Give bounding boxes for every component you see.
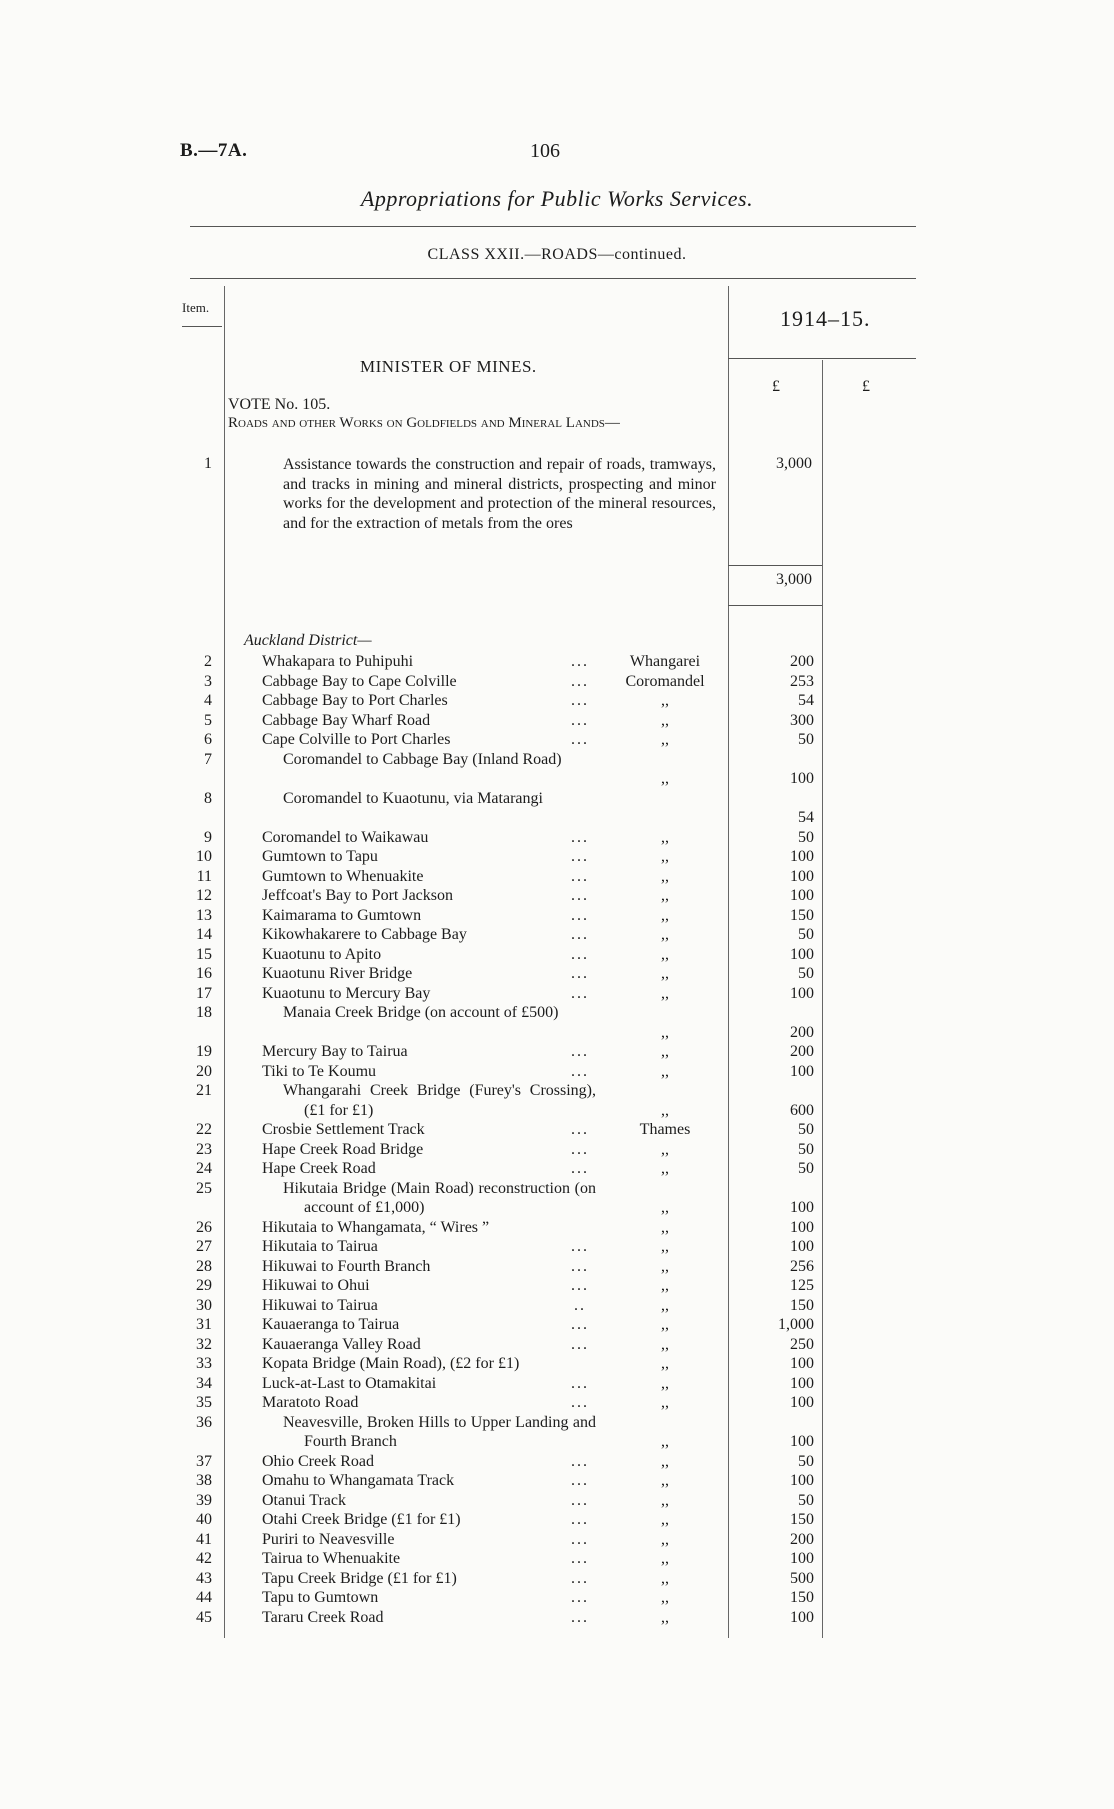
- leader-dots: ...: [571, 1550, 589, 1567]
- item-description: Hikutaia to Tairua: [262, 1238, 378, 1255]
- leader-dots: ...: [571, 1238, 589, 1255]
- item-number: 20: [196, 1062, 212, 1080]
- title-rule: [190, 226, 916, 227]
- leader-dots: ...: [571, 1608, 589, 1626]
- district-location: ,,: [661, 1140, 669, 1158]
- item-number: 27: [196, 1238, 212, 1255]
- page-number: 106: [530, 140, 560, 162]
- amount-value: 50: [798, 1452, 814, 1470]
- item-1-text: Assistance towards the construction and repair of roads, tramways, and tracks in mining and mineral districts, prospecting and minor works for the development and protection of the mineral resources, and for the extraction of metals from the ores: [283, 456, 716, 532]
- item-number: 26: [196, 1218, 212, 1236]
- amount-value: 150: [790, 1589, 814, 1606]
- leader-dots: ...: [571, 945, 589, 963]
- district-location: ,,: [661, 984, 669, 1002]
- district-location: ,,: [661, 1608, 669, 1626]
- leader-dots: ...: [571, 1043, 589, 1060]
- item-number: 40: [196, 1511, 212, 1528]
- district-location: ,,: [661, 1277, 669, 1294]
- item-description: Kuaotunu River Bridge: [262, 965, 413, 982]
- district-location: ,,: [661, 945, 669, 963]
- item-number: 32: [196, 1335, 212, 1353]
- item-description: Coromandel to Kuaotunu, via Matarangi: [283, 789, 543, 807]
- district-location: ,,: [661, 1491, 669, 1509]
- amount-value: 253: [790, 672, 814, 690]
- amount-value: 100: [790, 770, 814, 787]
- item-number: 4: [204, 692, 212, 709]
- amount-value: 200: [790, 1043, 814, 1060]
- amount-value: 100: [790, 1355, 814, 1372]
- amount-value: 100: [790, 1062, 814, 1080]
- amount-value: 50: [798, 1491, 814, 1509]
- leader-dots: ...: [571, 1257, 589, 1275]
- item-number: 36: [196, 1413, 212, 1431]
- vote-number: VOTE No. 105.: [228, 396, 331, 413]
- district-heading: Auckland District—: [244, 632, 372, 649]
- item-description: Coromandel to Cabbage Bay (Inland Road): [283, 750, 562, 768]
- leader-dots: ...: [571, 672, 589, 690]
- item-description: Whangarahi Creek Bridge (Furey's Crossing), (£1 for £1): [283, 1082, 596, 1119]
- item-column-label: Item.: [182, 300, 210, 315]
- amount-value: 54: [798, 692, 814, 709]
- item-number: 33: [196, 1355, 212, 1372]
- item-number: 41: [196, 1530, 212, 1548]
- leader-dots: ...: [571, 965, 589, 982]
- leader-dots: ...: [571, 984, 589, 1002]
- district-location: ,,: [661, 1218, 669, 1236]
- district-location: ,,: [661, 1160, 669, 1177]
- pound-sign-amount: £: [772, 378, 780, 395]
- item-description: Kauaeranga to Tairua: [262, 1316, 400, 1333]
- item-number: 24: [196, 1160, 212, 1177]
- amount-value: 300: [790, 711, 814, 729]
- item-number: 22: [196, 1121, 212, 1138]
- item-description: Hikutaia Bridge (Main Road) reconstruction (on account of £1,000): [283, 1179, 596, 1216]
- item-number: 6: [204, 731, 212, 748]
- item-description: Gumtown to Tapu: [262, 848, 378, 865]
- amount-value: 200: [790, 1023, 814, 1041]
- amount-value: 150: [790, 1296, 814, 1314]
- item-description: Otahi Creek Bridge (£1 for £1): [262, 1511, 461, 1528]
- item-description: Jeffcoat's Bay to Port Jackson: [262, 887, 453, 904]
- leader-dots: ...: [571, 1452, 589, 1470]
- item-description: Cabbage Bay to Port Charles: [262, 692, 448, 709]
- item-number: 16: [196, 965, 212, 982]
- amount-value: 100: [790, 945, 814, 963]
- amount-value: 100: [790, 1374, 814, 1392]
- amount-value: 150: [790, 906, 814, 924]
- item-description: Ohio Creek Road: [262, 1452, 374, 1470]
- item-description: Maratoto Road: [262, 1394, 359, 1411]
- leader-dots: ...: [571, 867, 589, 885]
- amount-value: 100: [790, 1608, 814, 1626]
- district-location: ,,: [661, 1335, 669, 1353]
- district-location: ,,: [661, 1394, 669, 1411]
- amount-value: 100: [790, 984, 814, 1002]
- vote-heading: Roads and other Works on Goldfields and Mineral Lands—: [228, 415, 620, 431]
- item-description: Puriri to Neavesville: [262, 1530, 395, 1548]
- district-location: ,,: [661, 867, 669, 885]
- district-location: ,,: [661, 1199, 669, 1216]
- amount-value: 150: [790, 1511, 814, 1528]
- amount-value: 100: [790, 848, 814, 865]
- district-location: ,,: [661, 1433, 669, 1450]
- item-number: 43: [196, 1569, 212, 1587]
- district-location: ,,: [661, 1472, 669, 1489]
- item-description: Cabbage Bay Wharf Road: [262, 711, 431, 729]
- amount-value: 50: [798, 828, 814, 846]
- leader-dots: ...: [571, 1511, 589, 1528]
- item-number: 37: [196, 1452, 212, 1470]
- leader-dots: ...: [571, 1335, 589, 1353]
- item-number: 11: [196, 867, 212, 885]
- item-number: 19: [196, 1043, 212, 1060]
- leader-dots: ...: [571, 848, 589, 865]
- item-description: Hape Creek Road Bridge: [262, 1140, 424, 1158]
- page-title: Appropriations for Public Works Services.: [360, 186, 754, 211]
- district-location: ,,: [661, 887, 669, 904]
- amount-value: 50: [798, 965, 814, 982]
- district-location: ,,: [661, 1238, 669, 1255]
- leader-dots: ...: [571, 1121, 589, 1138]
- amount-value: 50: [798, 1140, 814, 1158]
- district-location: ,,: [661, 1452, 669, 1470]
- item-description: Crosbie Settlement Track: [262, 1121, 425, 1138]
- item-description: Kauaeranga Valley Road: [262, 1335, 421, 1353]
- year-column-label: 1914–15.: [780, 306, 871, 331]
- item-description: Manaia Creek Bridge (on account of £500): [283, 1004, 559, 1021]
- item-number: 14: [196, 926, 212, 943]
- item-description: Cape Colville to Port Charles: [262, 731, 451, 748]
- district-location: ,,: [661, 1296, 669, 1314]
- amount-value: 100: [790, 1472, 814, 1489]
- leader-dots: ...: [571, 1394, 589, 1411]
- district-location: ,,: [661, 1043, 669, 1060]
- item-number: 38: [196, 1472, 212, 1489]
- leader-dots: ..: [574, 1296, 586, 1314]
- item-number: 2: [204, 653, 212, 670]
- amount-value: 100: [790, 1199, 814, 1216]
- item-description: Kikowhakarere to Cabbage Bay: [262, 926, 467, 943]
- item-description: Coromandel to Waikawau: [262, 828, 429, 846]
- item-1-amount: 3,000: [776, 455, 812, 472]
- item-description: Tararu Creek Road: [262, 1608, 384, 1626]
- leader-dots: ...: [571, 1472, 589, 1489]
- district-location: ,,: [661, 1374, 669, 1392]
- item-number: 28: [196, 1257, 212, 1275]
- district-location: ,,: [661, 1355, 669, 1372]
- district-location: Whangarei: [629, 653, 701, 670]
- item-number: 44: [196, 1589, 212, 1606]
- leader-dots: ...: [571, 1491, 589, 1509]
- amount-value: 256: [790, 1257, 814, 1275]
- district-location: Thames: [639, 1121, 691, 1138]
- leader-dots: ...: [571, 926, 589, 943]
- district-location: ,,: [661, 1023, 669, 1041]
- item-1-number: 1: [204, 455, 212, 472]
- item-number: 5: [204, 711, 212, 729]
- item-description: Kuaotunu to Apito: [262, 945, 382, 963]
- amount-value: 200: [790, 1530, 814, 1548]
- amount-value: 500: [790, 1569, 814, 1587]
- leader-dots: ...: [571, 1140, 589, 1158]
- item-description: Cabbage Bay to Cape Colville: [262, 672, 457, 690]
- leader-dots: ...: [571, 1316, 589, 1333]
- item-description: Neavesville, Broken Hills to Upper Landing and Fourth Branch: [283, 1413, 596, 1450]
- item-description: Kaimarama to Gumtown: [262, 906, 422, 924]
- amount-value: 125: [790, 1277, 814, 1294]
- amount-value: 50: [798, 926, 814, 943]
- item-number: 39: [196, 1491, 212, 1509]
- district-location: ,,: [661, 711, 669, 729]
- district-location: ,,: [661, 1316, 669, 1333]
- item-1-description: [262, 455, 716, 533]
- year-rule: [728, 358, 916, 359]
- district-location: ,,: [661, 731, 669, 748]
- item-number: 29: [196, 1277, 212, 1294]
- district-location: ,,: [661, 692, 669, 709]
- district-location: ,,: [661, 965, 669, 982]
- item-description: Hikuwai to Tairua: [262, 1296, 378, 1314]
- item-number: 21: [196, 1082, 212, 1099]
- district-location: ,,: [661, 1101, 669, 1119]
- item-number: 7: [204, 750, 212, 768]
- leader-dots: ...: [571, 692, 589, 709]
- item-description: Mercury Bay to Tairua: [262, 1043, 408, 1060]
- amount-value: 100: [790, 1550, 814, 1567]
- item-number: 17: [196, 984, 212, 1002]
- subtotal-rule: [728, 565, 822, 566]
- amount-value: 50: [798, 731, 814, 748]
- item-description: Luck-at-Last to Otamakitai: [262, 1374, 437, 1392]
- item-description: Tapu Creek Bridge (£1 for £1): [262, 1569, 457, 1587]
- item-description: Hikutaia to Whangamata, “ Wires ”: [262, 1218, 490, 1236]
- amount-value: 100: [790, 1218, 814, 1236]
- item-description: Tairua to Whenuakite: [262, 1550, 401, 1567]
- class-heading-text: CLASS XXII.—ROADS—continued.: [427, 246, 687, 263]
- leader-dots: ...: [571, 653, 589, 670]
- amount-value: 1,000: [778, 1316, 814, 1333]
- pound-sign-total: £: [862, 378, 870, 395]
- subtotal-bottom-rule: [728, 605, 822, 606]
- item-number: 25: [196, 1179, 212, 1197]
- item-number: 9: [204, 828, 212, 846]
- item-number: 10: [196, 848, 212, 865]
- leader-dots: ...: [571, 1569, 589, 1587]
- district-location: Coromandel: [625, 672, 705, 690]
- item-number: 45: [196, 1608, 212, 1626]
- leader-dots: ...: [571, 1160, 589, 1177]
- amount-value: 600: [790, 1101, 814, 1119]
- item-number: 15: [196, 945, 212, 963]
- district-location: ,,: [661, 906, 669, 924]
- amount-value: 100: [790, 867, 814, 885]
- item-description: Tiki to Te Koumu: [262, 1062, 377, 1080]
- leader-dots: ...: [571, 731, 589, 748]
- leader-dots: ...: [571, 1589, 589, 1606]
- amount-value: 50: [798, 1160, 814, 1177]
- item-number: 23: [196, 1140, 212, 1158]
- item-number: 31: [196, 1316, 212, 1333]
- leader-dots: ...: [571, 711, 589, 729]
- leader-dots: ...: [571, 887, 589, 904]
- leader-dots: ...: [571, 906, 589, 924]
- item-number: 12: [196, 887, 212, 904]
- district-location: ,,: [661, 1062, 669, 1080]
- district-location: ,,: [661, 1569, 669, 1587]
- item-number: 13: [196, 906, 212, 924]
- district-location: ,,: [661, 1530, 669, 1548]
- amount-value: 54: [798, 809, 814, 826]
- amount-value: 250: [790, 1335, 814, 1353]
- leader-dots: ...: [571, 828, 589, 846]
- item-description: Hikuwai to Ohui: [262, 1277, 370, 1294]
- item-description: Gumtown to Whenuakite: [262, 867, 424, 885]
- item-description: Otanui Track: [262, 1491, 346, 1509]
- leader-dots: ...: [571, 1374, 589, 1392]
- amount-value: 100: [790, 887, 814, 904]
- item-1-total: 3,000: [776, 571, 812, 588]
- amount-value: 100: [790, 1394, 814, 1411]
- amount-value: 50: [798, 1121, 814, 1138]
- item-number: 3: [204, 672, 212, 690]
- amount-value: 100: [790, 1433, 814, 1450]
- item-number: 42: [196, 1550, 212, 1567]
- item-column-divider: [224, 286, 225, 1638]
- district-location: ,,: [661, 1550, 669, 1567]
- district-location: ,,: [661, 1589, 669, 1606]
- amount-value: 100: [790, 1238, 814, 1255]
- item-number: 30: [196, 1296, 212, 1314]
- district-location: ,,: [661, 1511, 669, 1528]
- item-label-rule: [182, 326, 222, 327]
- document-reference: B.—7A.: [180, 140, 248, 161]
- district-location: ,,: [661, 828, 669, 846]
- item-description: Kuaotunu to Mercury Bay: [262, 984, 431, 1002]
- class-heading: [0, 246, 1114, 264]
- amount-value: 200: [790, 653, 814, 670]
- total-column-divider: [822, 360, 823, 1638]
- district-location: ,,: [661, 848, 669, 865]
- district-location: ,,: [661, 1257, 669, 1275]
- table-top-rule: [190, 278, 916, 279]
- leader-dots: ...: [571, 1062, 589, 1080]
- leader-dots: ...: [571, 1530, 589, 1548]
- district-location: ,,: [661, 926, 669, 943]
- leader-dots: ...: [571, 1277, 589, 1294]
- item-description: Omahu to Whangamata Track: [262, 1472, 455, 1489]
- district-location: ,,: [661, 770, 669, 787]
- item-description: Whakapara to Puhipuhi: [262, 653, 414, 670]
- item-description: Hikuwai to Fourth Branch: [262, 1257, 431, 1275]
- item-description: Hape Creek Road: [262, 1160, 376, 1177]
- item-description: Tapu to Gumtown: [262, 1589, 379, 1606]
- minister-heading: MINISTER OF MINES.: [360, 357, 537, 376]
- item-number: 34: [196, 1374, 212, 1392]
- item-number: 18: [196, 1004, 212, 1021]
- item-number: 8: [204, 789, 212, 807]
- item-number: 35: [196, 1394, 212, 1411]
- item-description: Kopata Bridge (Main Road), (£2 for £1): [262, 1355, 520, 1372]
